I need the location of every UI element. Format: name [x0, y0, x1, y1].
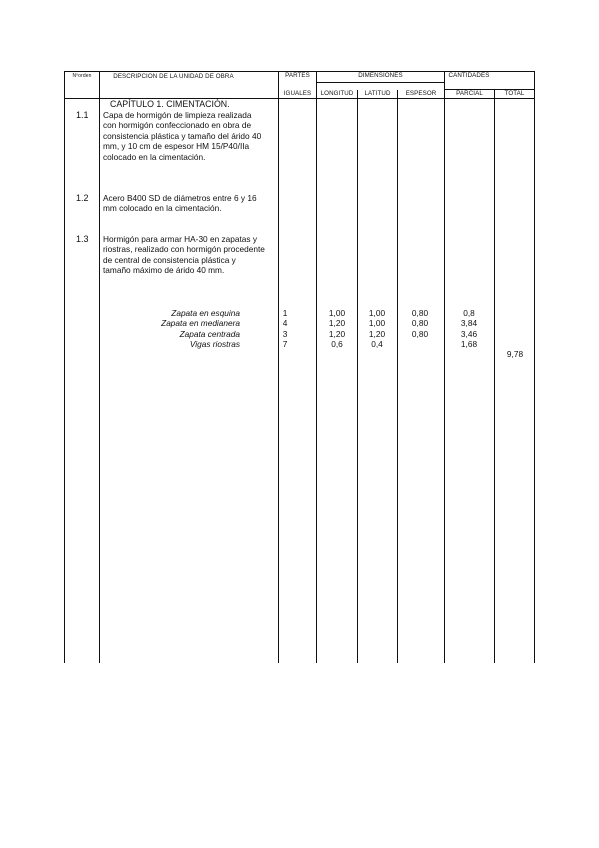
item-description: Capa de hormigón de limpieza realizada con hormigón confeccionado en obra de consistencia plástica y tamaño del árido 40 mm, y 10 cm de espesor HM 15/P40/IIa colocado en la cimentación. [103, 110, 262, 162]
header-length: LONGITUD [320, 90, 354, 97]
item-number: 1.2 [76, 193, 89, 203]
measurement-width: 1,00 [368, 318, 386, 328]
column-border-right [534, 71, 535, 663]
measurement-parts: 7 [282, 339, 288, 349]
measurement-thickness: 0,80 [411, 318, 429, 328]
measurement-length: 1,00 [328, 308, 346, 318]
measurement-length: 0,6 [331, 339, 343, 349]
measurement-name: Zapata centrada [179, 329, 240, 339]
measurement-width: 1,00 [368, 308, 386, 318]
measurement-width: 0,4 [371, 339, 383, 349]
measurement-partial: 3,46 [460, 329, 478, 339]
measurement-thickness: 0,80 [411, 329, 429, 339]
header-total: TOTAL [504, 90, 525, 97]
item-description: Hormigón para armar HA-30 en zapatas y riostras, realizado con hormigón procedente de central de consistencia plástica y tamaño máximo de árido 40 mm. [103, 234, 265, 276]
column-border-total [494, 90, 495, 663]
header-dimensions: DIMENSIONES [358, 72, 403, 79]
measurement-partial: 1,68 [460, 339, 478, 349]
measurement-parts: 1 [282, 308, 288, 318]
measurement-length: 1,20 [328, 318, 346, 328]
item-number: 1.3 [76, 234, 89, 244]
header-parts-bottom: IGUALES [283, 90, 312, 97]
column-border-thickness [397, 90, 398, 663]
column-border-width [357, 90, 358, 663]
column-border-description [99, 71, 100, 663]
column-border-partial [444, 71, 445, 663]
item-description: Acero B400 SD de diámetros entre 6 y 16 mm colocado en la cimentación. [103, 193, 257, 214]
header-partial: PARCIAL [456, 90, 483, 97]
measurement-width: 1,20 [368, 329, 386, 339]
measurement-thickness: 0,80 [411, 308, 429, 318]
chapter-title: CAPÍTULO 1. CIMENTACIÓN. [110, 99, 230, 109]
column-border-parts [278, 71, 279, 663]
measurement-name: Zapata en esquina [171, 308, 240, 318]
header-description: DESCRIPCION DE LA UNIDAD DE OBRA [113, 73, 234, 80]
dimensions-header-divider [316, 82, 444, 83]
item-number: 1.1 [76, 110, 89, 120]
column-border-length [316, 71, 317, 663]
measurement-parts: 3 [282, 329, 288, 339]
total-value: 9,78 [506, 349, 524, 359]
measurement-partial: 3,84 [460, 318, 478, 328]
measurement-length: 1,20 [328, 329, 346, 339]
header-quantities: CANTIDADES [448, 72, 490, 79]
header-width: LATITUD [364, 90, 391, 97]
column-border-left [64, 71, 65, 663]
header-thickness: ESPESOR [405, 90, 437, 97]
measurement-name: Zapata en medianera [161, 318, 240, 328]
measurement-partial: 0,8 [463, 308, 475, 318]
header-order: Nºorden [72, 73, 92, 79]
header-parts-top: PARTES [285, 72, 310, 79]
measurement-name: Vigas riostras [189, 339, 240, 349]
measurement-parts: 4 [282, 318, 288, 328]
